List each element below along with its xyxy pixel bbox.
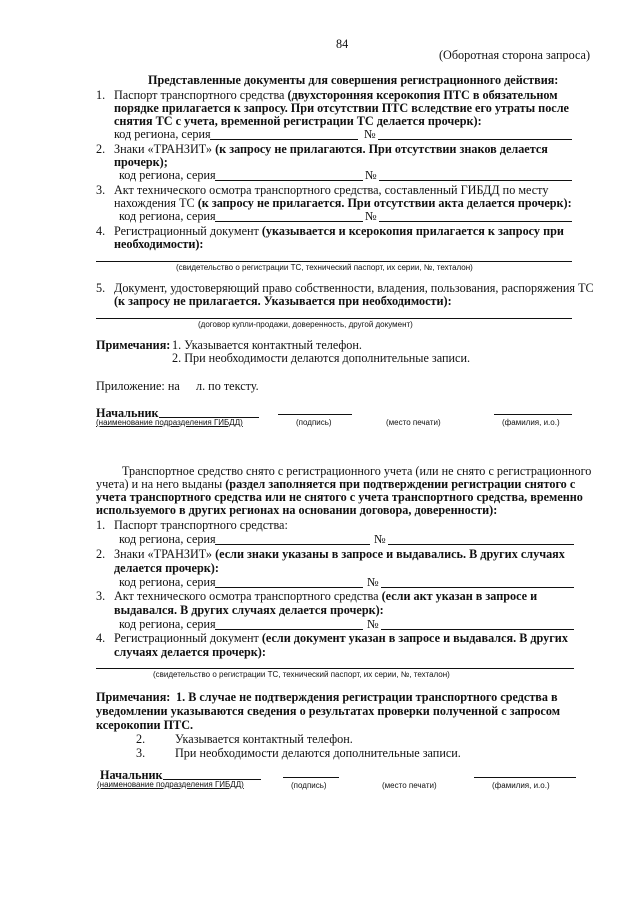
s1-attachment-pre: Приложение: на [96, 379, 180, 393]
s1-item5-caption: (договор купли-продажи, доверенность, другой документ) [198, 320, 413, 329]
s1-item3-num: 3. [96, 183, 106, 197]
s2-intro-line3: учета транспортного средства или не снятого с учета транспортного средства, временно [96, 490, 583, 504]
s2-item4-line1-bold: (если документ указан в запросе и выдавался. В других [261, 631, 568, 645]
s1-item1-num: 1. [96, 88, 106, 102]
s2-item1-number-field[interactable] [388, 544, 574, 545]
s2-item3-num: 3. [96, 589, 106, 603]
s2-note3-text: При необходимости делаются дополнительные записи. [175, 746, 461, 760]
s2-signature-title: Начальник [100, 768, 163, 782]
s1-item1-line1 [114, 88, 558, 102]
s1-item5-line2: (к запросу не прилагается. Указывается при необходимости): [114, 294, 452, 308]
s1-item1-line2: порядке прилагается к запросу. При отсутствии ПТС вследствие его утраты после [114, 101, 569, 115]
s2-item2-line1 [114, 547, 565, 561]
s2-item4-line1 [114, 631, 568, 645]
s1-note1: 1. Указывается контактный телефон. [172, 338, 362, 352]
s2-name-caption: (фамилия, и.о.) [492, 781, 550, 790]
s2-sign-field[interactable] [283, 777, 339, 778]
s1-name-caption: (фамилия, и.о.) [502, 418, 560, 427]
s2-item4-caption: (свидетельство о регистрации ТС, технический паспорт, их серии, №, техталон) [153, 670, 450, 679]
s2-note2-text: Указывается контактный телефон. [175, 732, 353, 746]
s1-item4-line1-pre: Регистрационный документ [114, 224, 262, 238]
s1-item1-number-field[interactable] [378, 139, 572, 140]
s1-item1-line1-bold: (двухсторонняя ксерокопия ПТС в обязательном [287, 88, 558, 102]
s2-note1-line2: уведомлении указываются сведения о результатах проверки полученной с запросом [96, 704, 561, 718]
s2-item1-series-field[interactable] [215, 544, 370, 545]
s1-item2-line1 [114, 142, 548, 156]
s2-item2-code-label: код региона, серия [119, 575, 216, 589]
s2-item2-num: 2. [96, 547, 106, 561]
s1-item3-line2-bold: (к запросу не прилагается. При отсутствии акта делается прочерк): [197, 196, 572, 210]
s2-item3-line2: выдавался. В других случаях делается прочерк): [114, 603, 384, 617]
s1-item2-num: 2. [96, 142, 106, 156]
s2-item4-num: 4. [96, 631, 106, 645]
s1-item4-line1 [114, 224, 564, 238]
s2-notes-label: Примечания: [96, 690, 171, 704]
section1-title: Представленные документы для совершения регистрационного действия: [148, 73, 559, 87]
s2-item3-line1-pre: Акт технического осмотра транспортного средства [114, 589, 382, 603]
s2-sign-caption: (подпись) [291, 781, 327, 790]
s2-note1-line1: 1. В случае не подтверждения регистрации транспортного средства в [176, 690, 558, 704]
s2-item2-number-field[interactable] [381, 587, 574, 588]
s2-item4-line2: случаях делается прочерк): [114, 645, 266, 659]
s1-item2-number-field[interactable] [379, 180, 572, 181]
s2-item3-number-field[interactable] [381, 629, 574, 630]
s1-sign-caption: (подпись) [296, 418, 332, 427]
s1-unit-caption: (наименование подразделения ГИБДД) [96, 418, 243, 427]
s1-item4-document-field[interactable] [96, 261, 572, 262]
s2-item1-code-label: код региона, серия [119, 532, 216, 546]
s1-item2-no-label: № [365, 168, 377, 182]
s1-signature-title: Начальник [96, 406, 159, 420]
s2-item3-line1 [114, 589, 537, 603]
s2-item3-line1-bold: (если акт указан в запросе и [381, 589, 538, 603]
s1-item5-num: 5. [96, 281, 106, 295]
s1-item3-line2 [114, 196, 572, 210]
s1-item3-line2-pre: нахождения ТС [114, 196, 198, 210]
s1-name-field[interactable] [494, 414, 572, 415]
s1-item1-line1-pre: Паспорт транспортного средства [114, 88, 288, 102]
s1-item3-no-label: № [365, 209, 377, 223]
s2-item4-line1-pre: Регистрационный документ [114, 631, 262, 645]
s2-item2-series-field[interactable] [215, 587, 363, 588]
s1-item4-caption: (свидетельство о регистрации ТС, технический паспорт, их серии, №, техталон) [176, 263, 473, 272]
s1-item5-document-field[interactable] [96, 318, 572, 319]
page-number: 84 [336, 37, 349, 51]
s2-item1-line1: Паспорт транспортного средства: [114, 518, 288, 532]
s1-item1-code-label: код региона, серия [114, 127, 211, 141]
s1-sign-field[interactable] [278, 414, 352, 415]
s2-item3-code-label: код региона, серия [119, 617, 216, 631]
s1-item3-line1: Акт технического осмотра транспортного средства, составленный ГИБДД по месту [114, 183, 549, 197]
s2-intro-line1: Транспортное средство снято с регистрационного учета (или не снято с регистрационного [122, 464, 592, 478]
s2-intro-line2-pre: учета) и на него выданы [96, 477, 226, 491]
s2-item1-num: 1. [96, 518, 106, 532]
s1-item5-line1: Документ, удостоверяющий право собственности, владения, пользования, распоряжения ТС [114, 281, 594, 295]
s2-item2-line1-pre: Знаки «ТРАНЗИТ» [114, 547, 216, 561]
s1-notes-label: Примечания: [96, 338, 171, 352]
s1-item4-line1-bold: (указывается и ксерокопия прилагается к запросу при [261, 224, 564, 238]
s1-note2: 2. При необходимости делаются дополнительные записи. [172, 351, 471, 365]
s2-seal-caption: (место печати) [382, 781, 437, 790]
s2-name-field[interactable] [474, 777, 576, 778]
s1-item2-code-label: код региона, серия [119, 168, 216, 182]
s1-item2-series-field[interactable] [215, 180, 363, 181]
s2-item4-document-field[interactable] [96, 668, 574, 669]
s2-item2-line2: делается прочерк): [114, 561, 219, 575]
s2-note2-num: 2. [136, 732, 146, 746]
s2-unit-caption: (наименование подразделения ГИБДД) [97, 780, 244, 789]
s2-note1-line3: ксерокопии ПТС. [96, 718, 194, 732]
s2-item2-no-label: № [367, 575, 379, 589]
s1-item4-num: 4. [96, 224, 106, 238]
s1-item1-no-label: № [364, 127, 376, 141]
s1-item2-line2: прочерк); [114, 155, 168, 169]
s1-seal-caption: (место печати) [386, 418, 441, 427]
s2-intro-line2 [96, 477, 575, 491]
s2-note3-num: 3. [136, 746, 146, 760]
s1-item3-code-label: код региона, серия [119, 209, 216, 223]
s1-item2-line1-bold: (к запросу не прилагаются. При отсутствии знаков делается [215, 142, 548, 156]
s1-item4-line2: необходимости): [114, 237, 204, 251]
s2-item3-series-field[interactable] [215, 629, 363, 630]
s1-item3-number-field[interactable] [379, 221, 572, 222]
s1-item1-series-field[interactable] [210, 139, 358, 140]
s1-attachment-post: л. по тексту. [196, 379, 259, 393]
s2-item2-line1-bold: (если знаки указаны в запросе и выдавались. В других случаях [215, 547, 565, 561]
s1-item2-line1-pre: Знаки «ТРАНЗИТ» [114, 142, 216, 156]
s2-intro-line4: используемого в других регионах на основании договора, доверенности): [96, 503, 498, 517]
s2-item1-no-label: № [374, 532, 386, 546]
s1-item3-series-field[interactable] [215, 221, 363, 222]
s1-item1-line3: снятия ТС с учета, временной регистрации ТС делается прочерк): [114, 114, 482, 128]
s2-item3-no-label: № [367, 617, 379, 631]
header-note: (Оборотная сторона запроса) [439, 48, 591, 62]
s2-intro-line2-bold: (раздел заполняется при подтверждении регистрации снятого с [225, 477, 576, 491]
